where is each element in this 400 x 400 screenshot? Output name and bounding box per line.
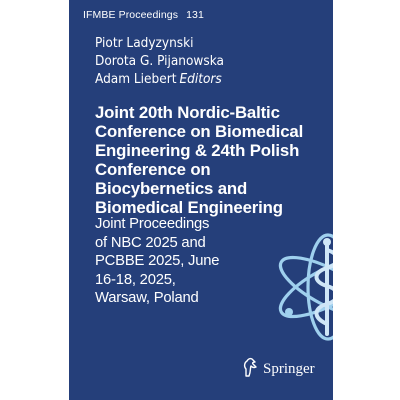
book-cover (69, 0, 333, 400)
series-line (83, 9, 204, 21)
editors-block (95, 34, 224, 88)
publisher-name: Springer (263, 361, 315, 377)
publisher-logo (241, 357, 315, 382)
book-subtitle: Joint Proceedings of NBC 2025 and PCBBE 2025, June 16-18, 2025, Warsaw, Poland (95, 216, 220, 306)
editor-name: Piotr Ladyzynski (95, 35, 194, 51)
editor-name: Adam Liebert (95, 71, 177, 87)
springer-horse-icon (241, 357, 259, 382)
series-volume: 131 (186, 9, 204, 21)
series-name: IFMBE Proceedings (83, 9, 179, 21)
book-title: Joint 20th Nordic-Baltic Conference on Biomedical Engineering & 24th Polish Conference on Biocybernetics and Biomedical Engineering (95, 103, 304, 217)
atom-caduceus-icon (269, 228, 333, 346)
editor-name: Dorota G. Pijanowska (95, 53, 224, 69)
editors-role: Editors (179, 71, 222, 87)
